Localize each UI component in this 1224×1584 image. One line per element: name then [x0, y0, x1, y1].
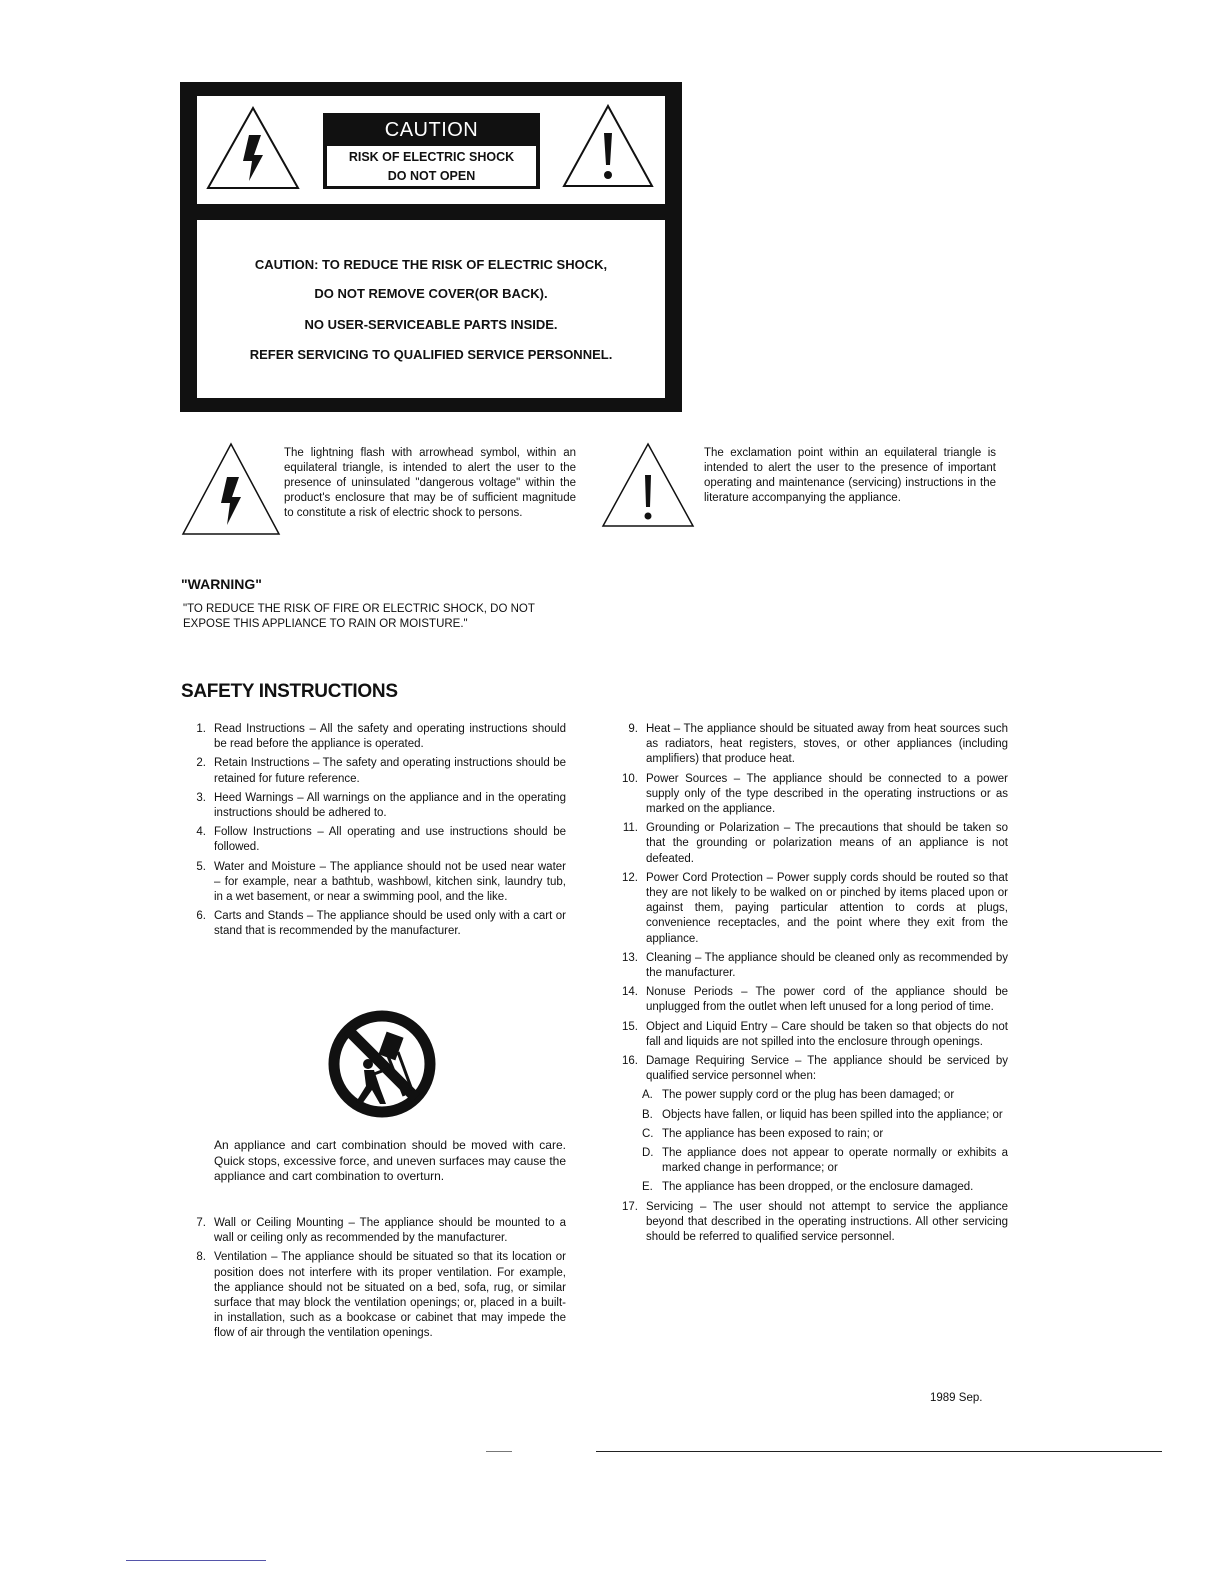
caution-text-line3: NO USER-SERVICEABLE PARTS INSIDE. [304, 317, 558, 332]
damage-subitem [642, 1180, 1008, 1195]
instruction-item [182, 1250, 566, 1341]
item-number: 12. [622, 871, 638, 884]
subitem-letter: B. [642, 1108, 653, 1121]
instruction-item [614, 1020, 1008, 1050]
item-text: Power Cord Protection – Power supply cords should be routed so that they are not likely to be walked on or pinched by items placed upon or against them, paying particular attention to cords at plugs, convenience receptacles, and the point where they exit from the appliance. [646, 871, 1008, 945]
instruction-item [182, 791, 566, 821]
instruction-item [182, 909, 566, 939]
right-column [614, 722, 1008, 1249]
damage-subitem [642, 1088, 1008, 1103]
item-text: Carts and Stands – The appliance should be used only with a cart or stand that is recommended by the manufacturer. [214, 910, 566, 938]
item-number: 13. [622, 951, 638, 964]
instruction-item [614, 871, 1008, 947]
subitem-text: Objects have fallen, or liquid has been spilled into the appliance; or [662, 1108, 1003, 1121]
item-text: Grounding or Polarization – The precautions that should be taken so that the grounding or polarization means of an appliance is not defeated. [646, 822, 1008, 865]
subitem-letter: D. [642, 1147, 654, 1160]
item-text: Servicing – The user should not attempt to service the appliance beyond that described in the operating instructions. All other servicing should be referred to qualified service personnel. [646, 1200, 1008, 1244]
footer-rule-short [486, 1451, 512, 1452]
item-text: Follow Instructions – All operating and use instructions should be followed. [214, 826, 566, 854]
item-text: Power Sources – The appliance should be connected to a power supply only of the type described in the operating instructions or as marked on the appliance. [646, 772, 1008, 816]
item-number: 10. [622, 772, 638, 785]
instruction-item [614, 951, 1008, 981]
instruction-item [182, 825, 566, 855]
safety-instructions-title: SAFETY INSTRUCTIONS [181, 681, 398, 702]
item-number: 5. [196, 860, 206, 873]
instruction-item [182, 1216, 566, 1246]
publication-date: 1989 Sep. [930, 1392, 983, 1404]
item-number: 4. [196, 826, 206, 839]
instruction-item [182, 860, 566, 906]
warning-title: "WARNING" [181, 576, 262, 592]
subitem-letter: C. [642, 1127, 654, 1140]
item-text: Heed Warnings – All warnings on the appliance and in the operating instructions should be adhered to. [214, 791, 566, 820]
item-number: 7. [196, 1217, 206, 1229]
instruction-item [182, 756, 566, 786]
subitem-text: The power supply cord or the plug has been damaged; or [662, 1089, 955, 1102]
subitem-text: The appliance has been exposed to rain; or [662, 1127, 884, 1140]
lightning-triangle-icon [180, 441, 282, 537]
item-number: 1. [196, 723, 206, 735]
caution-text-line4: REFER SERVICING TO QUALIFIED SERVICE PERSONNEL. [249, 347, 613, 362]
damage-subitem [642, 1146, 1008, 1176]
instruction-item [614, 722, 1008, 768]
damage-subitem [642, 1127, 1008, 1142]
item-number: 3. [196, 791, 206, 804]
instruction-item [614, 821, 1008, 867]
bottom-rule [126, 1560, 266, 1561]
footer-rule [596, 1451, 1162, 1452]
caution-bottom-panel [197, 220, 665, 398]
instruction-item [614, 1200, 1008, 1246]
exclamation-triangle-icon [600, 441, 696, 529]
item-number: 17. [622, 1200, 638, 1213]
item-text: Ventilation – The appliance should be situated so that its location or position does not interfere with its proper ventilation. For example, the appliance should not be situated on a bed, sofa, rug, or similar surface that may block the ventilation openings; or, placed in a built-in installation, such as a bookcase or cabinet that may impede the flow of air through the ventilation openings. [214, 1251, 566, 1340]
caution-text-line2: DO NOT REMOVE COVER(OR BACK). [314, 286, 548, 301]
item-number: 6. [196, 910, 206, 923]
item-text: Read Instructions – All the safety and operating instructions should be read before the appliance is operated. [214, 723, 566, 751]
item-number: 14. [622, 986, 638, 999]
subitem-letter: A. [642, 1089, 653, 1102]
subitem-text: The appliance does not appear to operate normally or exhibits a marked change in performance; or [662, 1147, 1008, 1175]
item-number: 15. [622, 1020, 638, 1033]
item-number: 16. [622, 1055, 638, 1068]
item-text: Wall or Ceiling Mounting – The appliance should be mounted to a wall or ceiling only as recommended by the manufacturer. [214, 1217, 566, 1245]
caution-title: CAUTION [384, 119, 479, 141]
item-text: Cleaning – The appliance should be cleaned only as recommended by the manufacturer. [646, 951, 1008, 980]
left-column-lower [182, 1216, 566, 1346]
subitem-text: The appliance has been dropped, or the enclosure damaged. [662, 1181, 974, 1194]
item-text: Water and Moisture – The appliance should not be used near water – for example, near a bathtub, washbowl, kitchen sink, laundry tub, in a wet basement, or near a swimming pool, and the like. [214, 860, 566, 904]
lightning-triangle-icon [205, 105, 301, 191]
caution-label-line2: DO NOT OPEN [387, 169, 476, 183]
caution-label-line1: RISK OF ELECTRIC SHOCK [348, 150, 515, 164]
instruction-item [182, 722, 566, 752]
item-number: 11. [622, 822, 638, 835]
exclamation-symbol-description: The exclamation point within an equilateral triangle is intended to alert the user to the presence of important operating and maintenance (servicing) instructions in the literature accompanying the appliance. [704, 447, 996, 504]
item-number: 9. [628, 723, 638, 735]
item-text: Retain Instructions – The safety and operating instructions should be retained for future reference. [214, 757, 566, 785]
subitem-letter: E. [642, 1181, 653, 1194]
damage-subitem [642, 1108, 1008, 1123]
instruction-item [614, 772, 1008, 818]
item-number: 2. [196, 757, 206, 770]
caution-text-line1: CAUTION: TO REDUCE THE RISK OF ELECTRIC SHOCK, [254, 257, 608, 272]
instruction-item [614, 985, 1008, 1015]
cart-caption: An appliance and cart combination should be moved with care. Quick stops, excessive force, and uneven surfaces may cause the appliance and cart combination to overturn. [214, 1138, 566, 1183]
item-number: 8. [196, 1251, 206, 1264]
left-column [182, 722, 566, 944]
item-text: Object and Liquid Entry – Care should be taken so that objects do not fall and liquids are not spilled into the enclosure through openings. [646, 1020, 1008, 1048]
lightning-symbol-description: The lightning flash with arrowhead symbol, within an equilateral triangle, is intended to alert the user to the presence of uninsulated "dangerous voltage" within the product's enclosure that may be of sufficient magnitude to constitute a risk of electric shock to persons. [284, 447, 576, 519]
item-text: Heat – The appliance should be situated away from heat sources such as radiators, heat registers, stoves, or other appliances (including amplifiers) that produce heat. [646, 723, 1008, 766]
item-text: Damage Requiring Service – The appliance should be serviced by qualified service personnel when: [646, 1055, 1008, 1083]
cart-tipover-warning-icon [328, 1010, 436, 1118]
instruction-item [614, 1054, 1008, 1084]
item-text: Nonuse Periods – The power cord of the appliance should be unplugged from the outlet when left unused for a long period of time. [646, 986, 1008, 1014]
exclamation-triangle-icon [561, 103, 655, 189]
warning-text: "TO REDUCE THE RISK OF FIRE OR ELECTRIC SHOCK, DO NOT EXPOSE THIS APPLIANCE TO RAIN OR MOISTURE." [183, 603, 535, 630]
